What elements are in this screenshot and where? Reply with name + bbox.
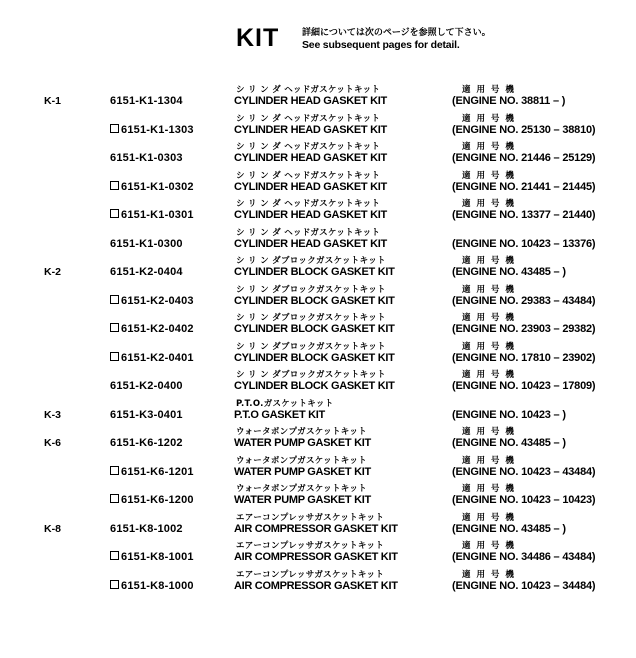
part-number-cell xyxy=(110,494,194,506)
engine-range: (ENGINE NO. 25130 – 38810) xyxy=(452,123,596,136)
part-name: WATER PUMP GASKET KIT xyxy=(234,465,371,478)
engine-range: (ENGINE NO. 17810 – 23902) xyxy=(452,351,596,364)
checkbox-icon xyxy=(110,295,119,304)
kit-row xyxy=(0,282,636,311)
kit-row xyxy=(0,225,636,254)
kit-row xyxy=(0,111,636,140)
part-name-jp: シ リ ン ダブロックガスケットキット xyxy=(236,341,386,352)
engine-range: (ENGINE NO. 43485 – ) xyxy=(452,266,566,278)
applicable-label-jp: 適 用 号 機 xyxy=(462,455,516,466)
engine-range: (ENGINE NO. 21441 – 21445) xyxy=(452,180,596,193)
page-title: KIT xyxy=(236,24,280,52)
part-name-jp: シ リ ン ダ ヘッドガスケットキット xyxy=(236,170,381,181)
checkbox-icon xyxy=(110,466,119,475)
part-number: 6151-K6-1201 xyxy=(121,465,194,478)
kit-row xyxy=(0,82,636,111)
part-name: CYLINDER BLOCK GASKET KIT xyxy=(234,266,395,278)
engine-range: (ENGINE NO. 29383 – 43484) xyxy=(452,294,596,307)
part-number: 6151-K3-0401 xyxy=(110,408,183,421)
engine-range: (ENGINE NO. 43485 – ) xyxy=(452,522,566,535)
kit-row xyxy=(0,453,636,482)
part-name-jp: シ リ ン ダブロックガスケットキット xyxy=(236,284,386,295)
engine-range: (ENGINE NO. 23903 – 29382) xyxy=(452,323,596,335)
part-name-jp: シ リ ン ダブロックガスケットキット xyxy=(236,370,386,380)
engine-range: (ENGINE NO. 10423 – 34484) xyxy=(452,579,596,592)
engine-range: (ENGINE NO. 10423 – 13376) xyxy=(452,237,596,250)
applicable-label-jp: 適 用 号 機 xyxy=(462,427,516,437)
part-number: 6151-K1-0303 xyxy=(110,152,183,164)
part-number: 6151-K8-1002 xyxy=(110,522,183,535)
kit-group-label: K-2 xyxy=(44,266,61,278)
part-number: 6151-K6-1200 xyxy=(121,494,194,506)
part-name: CYLINDER HEAD GASKET KIT xyxy=(234,237,387,250)
part-number: 6151-K1-1303 xyxy=(121,123,194,136)
checkbox-icon xyxy=(110,323,119,332)
part-name-jp: ウォータポンプガスケットキット xyxy=(236,484,367,494)
part-number: 6151-K1-0300 xyxy=(110,237,183,250)
kit-row xyxy=(0,396,636,425)
applicable-label-jp: 適 用 号 機 xyxy=(462,569,516,580)
part-name: CYLINDER HEAD GASKET KIT xyxy=(234,123,387,136)
part-number: 6151-K1-0301 xyxy=(121,209,194,221)
part-name-jp: シ リ ン ダブロックガスケットキット xyxy=(236,313,386,323)
part-name: P.T.O GASKET KIT xyxy=(234,408,325,421)
part-number-cell xyxy=(110,124,194,136)
part-number: 6151-K2-0401 xyxy=(121,351,194,364)
kit-row xyxy=(0,168,636,197)
part-number: 6151-K1-0302 xyxy=(121,180,194,193)
engine-range: (ENGINE NO. 10423 – 43484) xyxy=(452,465,596,478)
part-number-cell xyxy=(110,323,194,335)
applicable-label-jp: 適 用 号 機 xyxy=(462,142,516,152)
part-name-jp: P.T.O.ガスケットキット xyxy=(236,398,334,409)
kit-row xyxy=(0,424,636,453)
part-name-jp: シ リ ン ダ ヘッドガスケットキット xyxy=(236,227,381,238)
part-name: CYLINDER BLOCK GASKET KIT xyxy=(234,380,395,392)
checkbox-icon xyxy=(110,124,119,133)
part-number: 6151-K2-0404 xyxy=(110,266,183,278)
part-number-cell xyxy=(110,580,194,592)
part-number: 6151-K2-0402 xyxy=(121,323,194,335)
applicable-label-jp: 適 用 号 機 xyxy=(462,341,516,352)
kit-row xyxy=(0,139,636,168)
part-name: CYLINDER BLOCK GASKET KIT xyxy=(234,323,395,335)
engine-range: (ENGINE NO. 10423 – ) xyxy=(452,408,566,421)
part-number: 6151-K1-1304 xyxy=(110,95,183,107)
part-number-cell xyxy=(110,380,183,392)
part-name: CYLINDER HEAD GASKET KIT xyxy=(234,152,387,164)
kit-row xyxy=(0,339,636,368)
part-name: CYLINDER HEAD GASKET KIT xyxy=(234,180,387,193)
engine-range: (ENGINE NO. 43485 – ) xyxy=(452,437,566,449)
engine-range: (ENGINE NO. 10423 – 17809) xyxy=(452,380,596,392)
part-number-cell xyxy=(110,409,183,421)
part-number: 6151-K2-0403 xyxy=(121,294,194,307)
part-name-jp: エアーコンプレッサガスケットキット xyxy=(236,541,385,551)
applicable-label-jp: 適 用 号 機 xyxy=(462,256,516,266)
applicable-label-jp: 適 用 号 機 xyxy=(462,512,516,523)
kit-row xyxy=(0,196,636,225)
applicable-label-jp: 適 用 号 機 xyxy=(462,85,516,95)
part-number-cell xyxy=(110,352,194,364)
part-number-cell xyxy=(110,523,183,535)
detail-note-en: See subsequent pages for detail. xyxy=(302,39,460,51)
kit-row xyxy=(0,538,636,567)
part-name: AIR COMPRESSOR GASKET KIT xyxy=(234,579,398,592)
part-name-jp: ウォータポンプガスケットキット xyxy=(236,427,367,437)
checkbox-icon xyxy=(110,551,119,560)
engine-range: (ENGINE NO. 38811 – ) xyxy=(452,95,566,107)
applicable-label-jp: 適 用 号 機 xyxy=(462,541,516,551)
applicable-label-jp: 適 用 号 機 xyxy=(462,170,516,181)
applicable-label-jp: 適 用 号 機 xyxy=(462,113,516,124)
kit-group-label: K-3 xyxy=(44,408,61,421)
part-name: WATER PUMP GASKET KIT xyxy=(234,437,371,449)
applicable-label-jp: 適 用 号 機 xyxy=(462,484,516,494)
part-name-jp: ウォータポンプガスケットキット xyxy=(236,455,367,466)
part-name: CYLINDER BLOCK GASKET KIT xyxy=(234,351,395,364)
engine-range: (ENGINE NO. 10423 – 10423) xyxy=(452,494,596,506)
checkbox-icon xyxy=(110,494,119,503)
part-number: 6151-K6-1202 xyxy=(110,437,183,449)
kit-row xyxy=(0,567,636,596)
detail-note xyxy=(302,27,491,51)
kit-list xyxy=(0,82,636,595)
part-name-jp: エアーコンプレッサガスケットキット xyxy=(236,569,385,580)
part-number-cell xyxy=(110,95,183,107)
part-name: AIR COMPRESSOR GASKET KIT xyxy=(234,551,398,563)
detail-note-jp: 詳細については次のページを参照して下さい。 xyxy=(302,28,491,38)
part-number-cell xyxy=(110,551,194,563)
engine-range: (ENGINE NO. 21446 – 25129) xyxy=(452,152,596,164)
applicable-label-jp: 適 用 号 機 xyxy=(462,370,516,380)
part-number-cell xyxy=(110,295,194,307)
part-name-jp: シ リ ン ダ ヘッドガスケットキット xyxy=(236,199,381,209)
part-number-cell xyxy=(110,209,194,221)
part-number-cell xyxy=(110,466,194,478)
checkbox-icon xyxy=(110,580,119,589)
kit-row xyxy=(0,253,636,282)
checkbox-icon xyxy=(110,209,119,218)
kit-group-label: K-8 xyxy=(44,522,61,535)
part-number-cell xyxy=(110,181,194,193)
part-name: WATER PUMP GASKET KIT xyxy=(234,494,371,506)
part-name-jp: エアーコンプレッサガスケットキット xyxy=(236,512,385,523)
part-number-cell xyxy=(110,437,183,449)
part-number: 6151-K8-1001 xyxy=(121,551,194,563)
checkbox-icon xyxy=(110,352,119,361)
engine-range: (ENGINE NO. 13377 – 21440) xyxy=(452,209,596,221)
applicable-label-jp: 適 用 号 機 xyxy=(462,313,516,323)
part-name: CYLINDER HEAD GASKET KIT xyxy=(234,209,387,221)
kit-row xyxy=(0,310,636,339)
applicable-label-jp: 適 用 号 機 xyxy=(462,199,516,209)
part-number-cell xyxy=(110,266,183,278)
part-number: 6151-K2-0400 xyxy=(110,380,183,392)
part-name-jp: シ リ ン ダブロックガスケットキット xyxy=(236,256,386,266)
engine-range: (ENGINE NO. 34486 – 43484) xyxy=(452,551,596,563)
applicable-label-jp: 適 用 号 機 xyxy=(462,284,516,295)
kit-row xyxy=(0,510,636,539)
part-name: AIR COMPRESSOR GASKET KIT xyxy=(234,522,398,535)
kit-row xyxy=(0,481,636,510)
part-number-cell xyxy=(110,152,183,164)
kit-group-label: K-1 xyxy=(44,95,61,107)
part-name: CYLINDER HEAD GASKET KIT xyxy=(234,95,387,107)
part-number: 6151-K8-1000 xyxy=(121,579,194,592)
kit-group-label: K-6 xyxy=(44,437,61,449)
part-name: CYLINDER BLOCK GASKET KIT xyxy=(234,294,395,307)
checkbox-icon xyxy=(110,181,119,190)
part-name-jp: シ リ ン ダ ヘッドガスケットキット xyxy=(236,85,381,95)
part-name-jp: シ リ ン ダ ヘッドガスケットキット xyxy=(236,142,381,152)
kit-row xyxy=(0,367,636,396)
part-name-jp: シ リ ン ダ ヘッドガスケットキット xyxy=(236,113,381,124)
part-number-cell xyxy=(110,238,183,250)
